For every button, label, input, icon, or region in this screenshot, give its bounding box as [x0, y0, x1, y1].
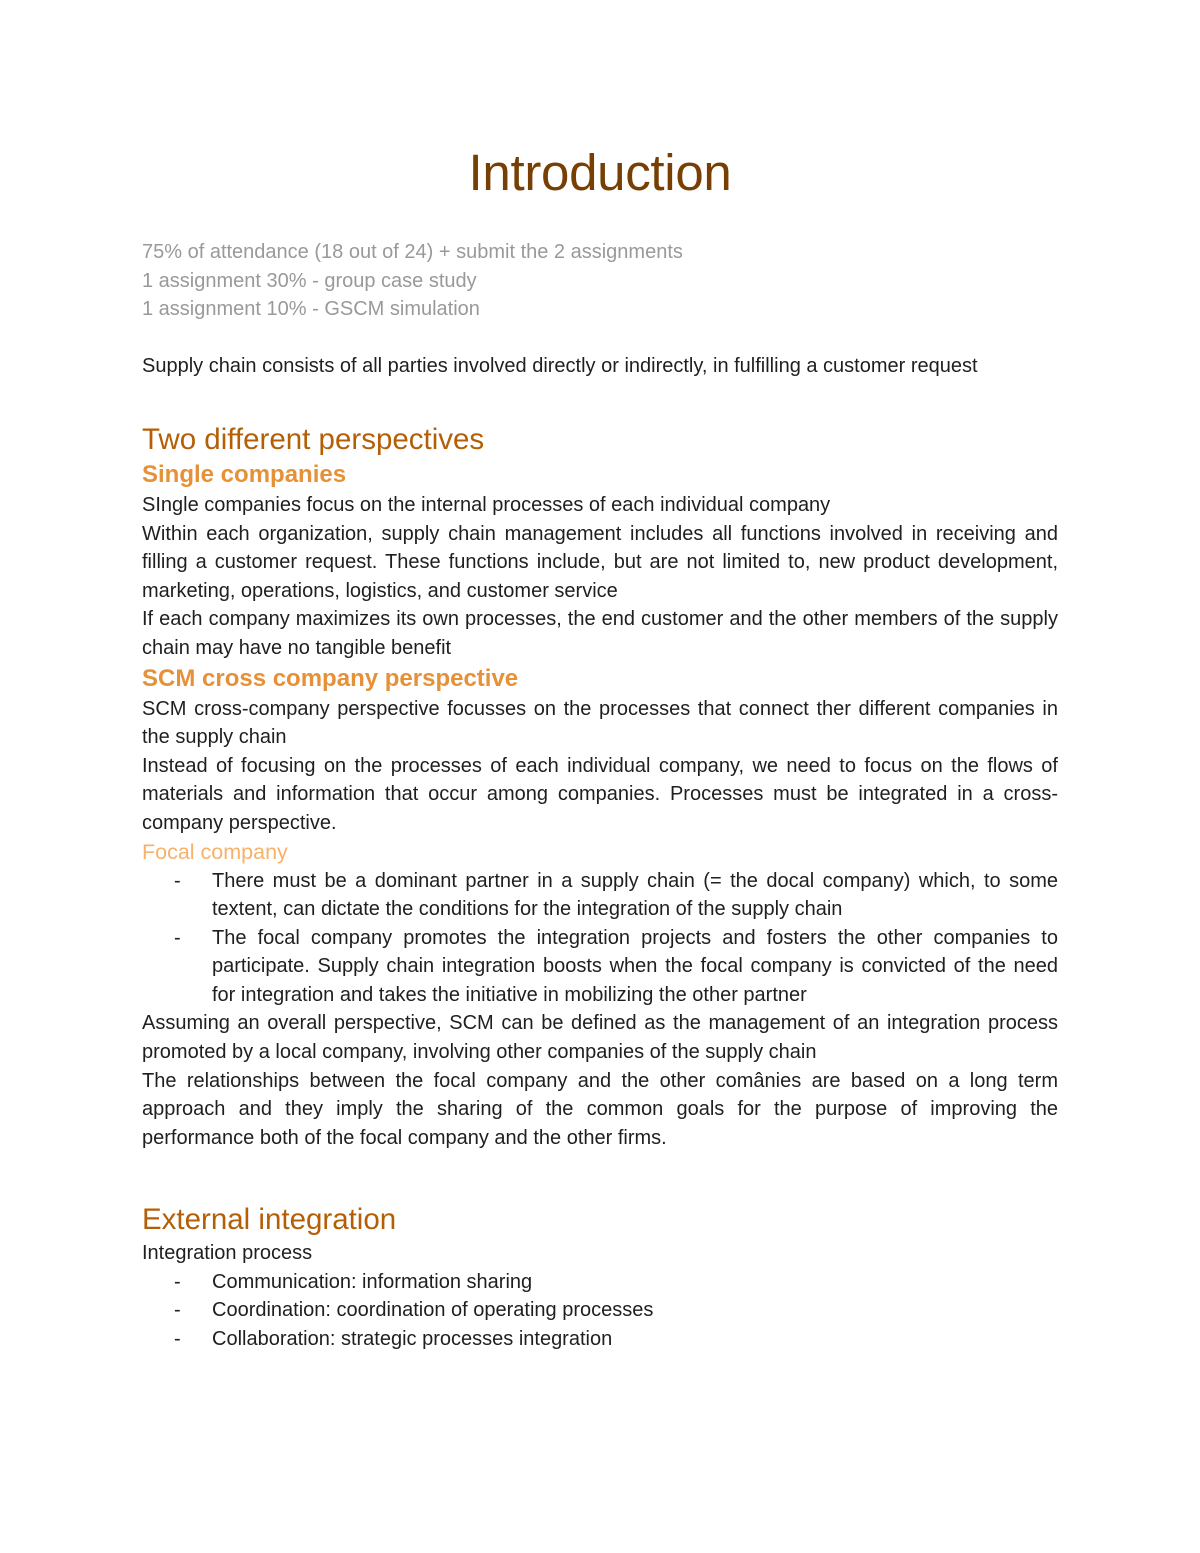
paragraph: Within each organization, supply chain management includes all functions involved in receiving and filling a customer request. These functions include, but are not limited to, new product development, marketing, operations, logistics, and customer service — [142, 522, 1058, 602]
focal-company-list — [142, 867, 1058, 1010]
spacer — [142, 324, 1058, 353]
dash-bullet: - — [174, 926, 181, 949]
dash-bullet: - — [174, 1327, 181, 1350]
requirement-line: 1 assignment 30% - group case study — [142, 269, 477, 292]
paragraph: The relationships between the focal company and the other comânies are based on a long term approach and they imply the sharing of the common goals for the purpose of improving the performance both of the focal company and the other firms. — [142, 1069, 1058, 1149]
paragraph: SIngle companies focus on the internal processes of each individual company — [142, 493, 831, 516]
section-heading-external-integration: External integration — [142, 1203, 397, 1237]
requirement-line: 1 assignment 10% - GSCM simulation — [142, 298, 480, 321]
supply-chain-definition: Supply chain consists of all parties involved directly or indirectly, in fulfilling a customer request — [142, 355, 978, 378]
spacer — [142, 381, 1058, 421]
paragraph: Assuming an overall perspective, SCM can be defined as the management of an integration process promoted by a local company, involving other companies of the supply chain — [142, 1012, 1058, 1064]
subheading-scm-cross-company: SCM cross company perspective — [142, 664, 519, 692]
page-title: Introduction — [468, 144, 732, 201]
requirement-line: 75% of attendance (18 out of 24) + submit the 2 assignments — [142, 241, 683, 263]
list-item-text: The focal company promotes the integration projects and fosters the other companies to participate. Supply chain integration boosts when the focal company is convicted of the need for integration and takes the initiative in mobilizing the other partner — [212, 926, 1058, 1006]
dash-bullet: - — [174, 869, 181, 892]
paragraph: SCM cross-company perspective focusses on the processes that connect ther different companies in the supply chain — [142, 697, 1058, 749]
paragraph: If each company maximizes its own processes, the end customer and the other members of the supply chain may have no tangible benefit — [142, 608, 1058, 659]
dash-bullet: - — [174, 1299, 181, 1322]
subheading-single-companies: Single companies — [142, 460, 347, 488]
spacer — [142, 1181, 1058, 1201]
list-item — [142, 1325, 1058, 1354]
list-item-text: There must be a dominant partner in a supply chain (= the docal company) which, to some textent, can dictate the conditions for the integration of the supply chain — [212, 869, 1058, 921]
section-heading-perspectives: Two different perspectives — [142, 422, 485, 456]
integration-process-list — [142, 1268, 1058, 1354]
list-item-text: Coordination: coordination of operating processes — [212, 1299, 654, 1322]
paragraph: Integration process — [142, 1242, 313, 1265]
list-item-text: Collaboration: strategic processes integration — [212, 1327, 613, 1350]
dash-bullet: - — [174, 1270, 181, 1293]
paragraph: Instead of focusing on the processes of each individual company, we need to focus on the flows of materials and information that occur among companies. Processes must be integrated in a cross-company perspective. — [142, 754, 1058, 834]
list-item-text: Communication: information sharing — [212, 1270, 533, 1293]
list-item — [142, 867, 1058, 924]
subheading-focal-company: Focal company — [142, 839, 288, 864]
spacer — [142, 1152, 1058, 1181]
list-item — [142, 1296, 1058, 1325]
list-item — [142, 924, 1058, 1010]
list-item — [142, 1268, 1058, 1297]
